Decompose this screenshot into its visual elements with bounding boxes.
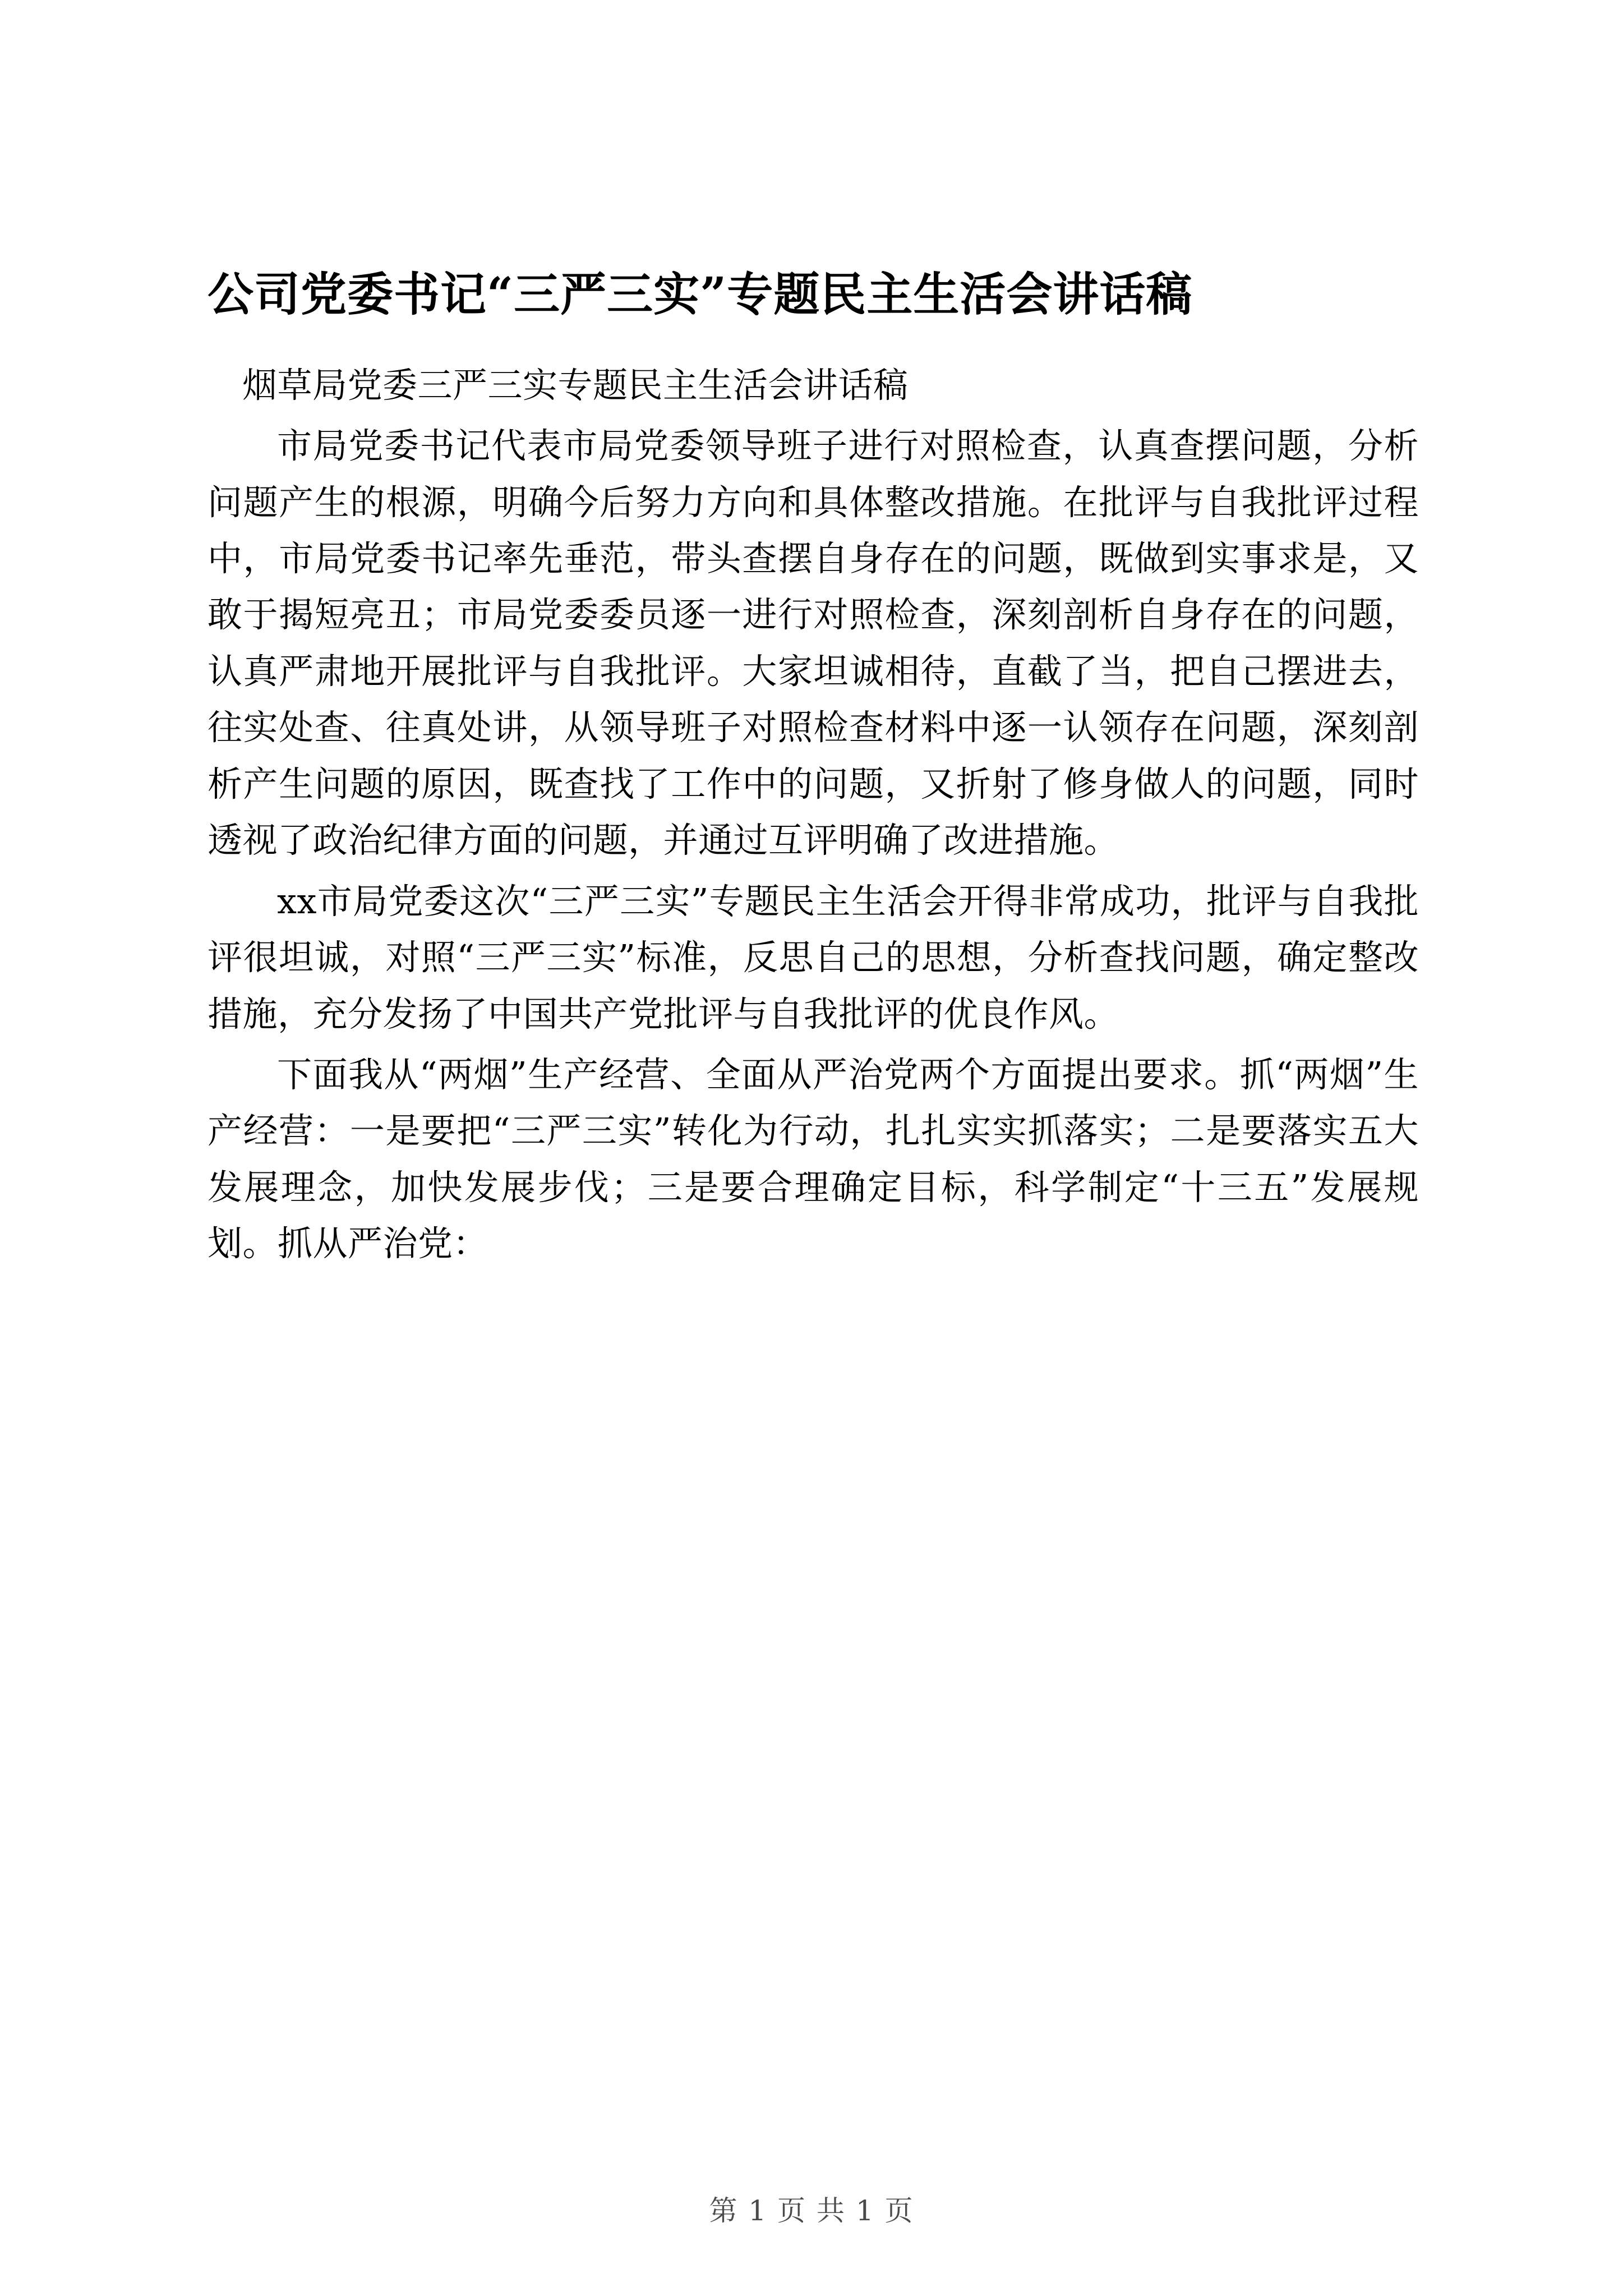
page-footer: 第 1 页 共 1 页: [709, 2194, 914, 2227]
paragraph-3: 下面我从“两烟”生产经营、全面从严治党两个方面提出要求。抓“两烟”生产经营：一是要把“三严三实”转化为行动，扎扎实实抓落实；二是要落实五大发展理念，加快发展步伐；三是要合理确定目标，科学制定“十三五”发展规划。抓从严治党：: [208, 1053, 1419, 1264]
paragraph-subtitle: 烟草局党委三严三实专题民主生活会讲话稿: [242, 364, 909, 406]
paragraph-2: xx市局党委这次“三严三实”专题民主生活会开得非常成功，批评与自我批评很坦诚，对照“三严三实”标准，反思自己的思想，分析查找问题，确定整改措施，充分发扬了中国共产党批评与自我批评的优良作风。: [208, 880, 1419, 1034]
document-body: [208, 264, 1419, 1277]
page-title: 公司党委书记“三严三实”专题民主生活会讲话稿: [208, 268, 1193, 321]
paragraph-1: 市局党委书记代表市局党委领导班子进行对照检查，认真查摆问题，分析问题产生的根源，明确今后努力方向和具体整改措施。在批评与自我批评过程中，市局党委书记率先垂范，带头查摆自身存在的问题，既做到实事求是，又敢于揭短亮丑；市局党委委员逐一进行对照检查，深刻剖析自身存在的问题，认真严肃地开展批评与自我批评。大家坦诚相待，直截了当，把自己摆进去，往实处查、往真处讲，从领导班子对照检查材料中逐一认领存在问题，深刻剖析产生问题的原因，既查找了工作中的问题，又折射了修身做人的问题，同时透视了政治纪律方面的问题，并通过互评明确了改进措施。: [208, 425, 1419, 861]
